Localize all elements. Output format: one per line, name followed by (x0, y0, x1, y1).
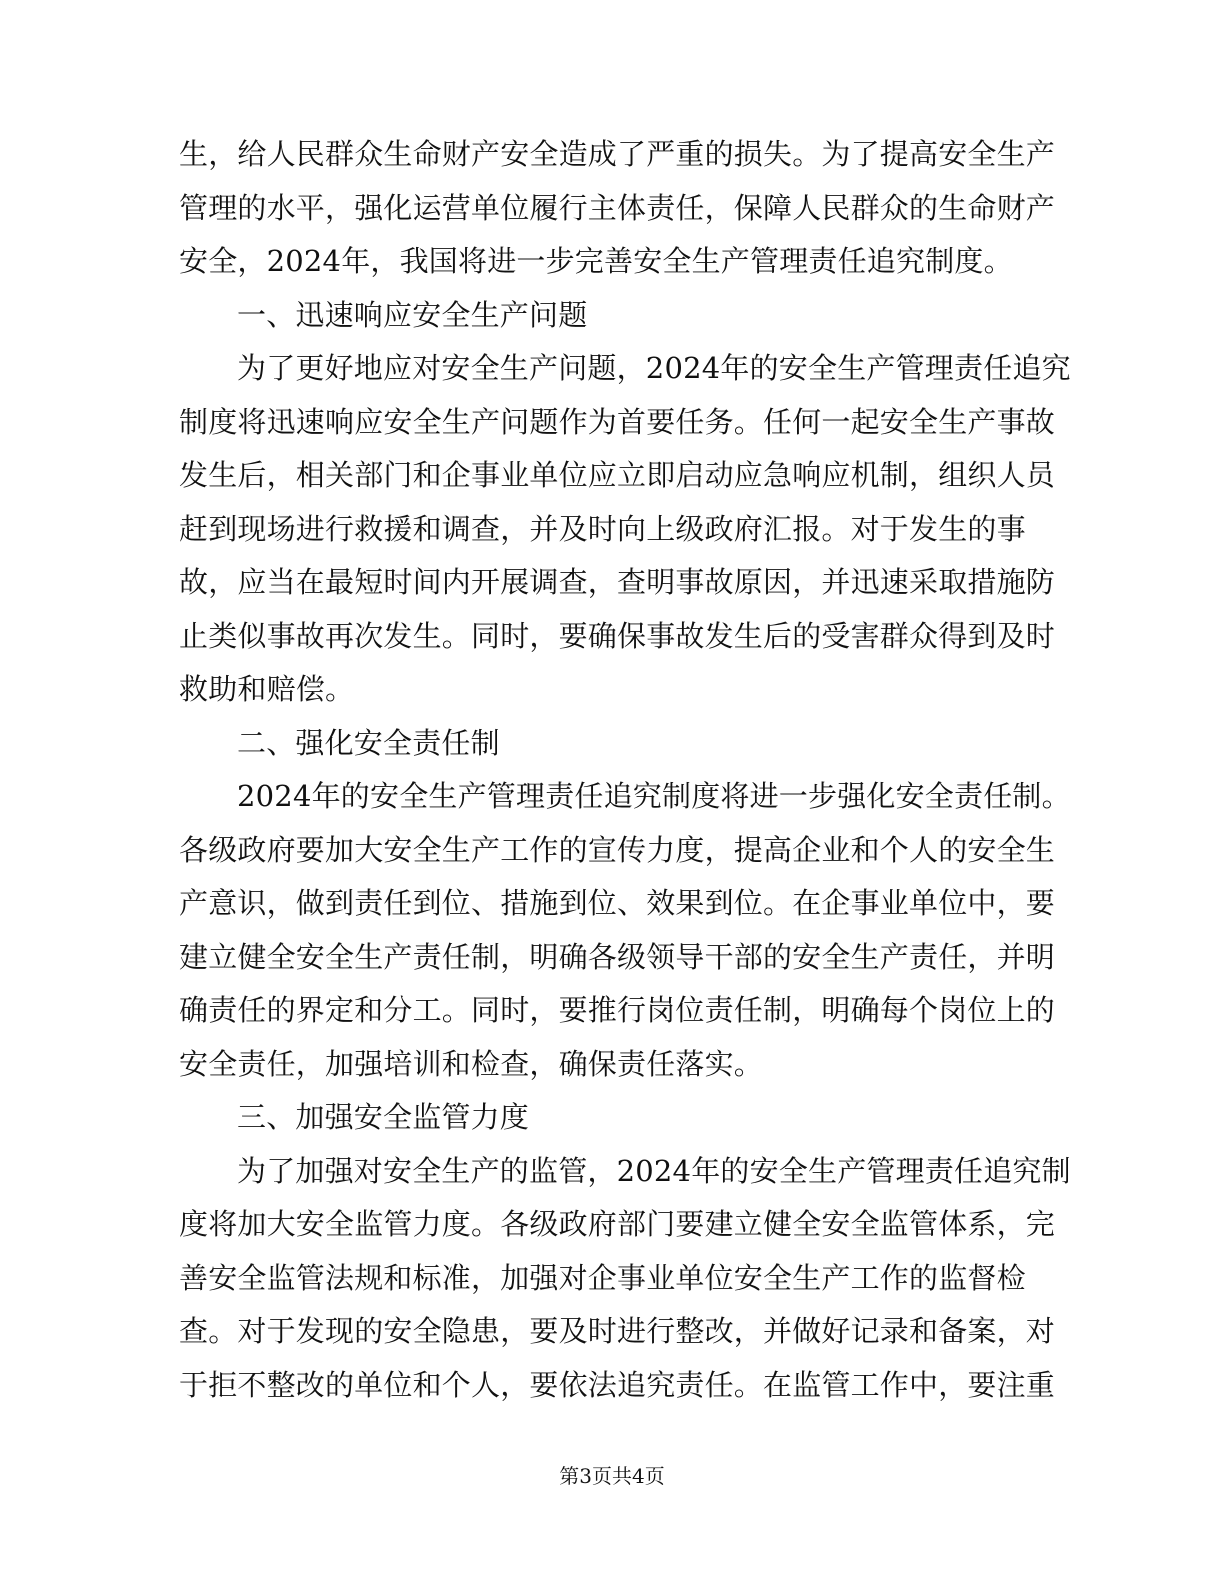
text-line: 救助和赔偿。 (179, 672, 355, 706)
paragraph-first-line: 为了更好地应对安全生产问题，2024年的安全生产管理责任追究 (237, 351, 1071, 385)
page-number-footer: 第3页共4页 (559, 1464, 665, 1488)
text-line: 发生后，相关部门和企事业单位应立即启动应急响应机制，组织人员 (179, 458, 1056, 492)
text-line: 建立健全安全生产责任制，明确各级领导干部的安全生产责任，并明 (179, 939, 1056, 974)
text-line: 产意识，做到责任到位、措施到位、效果到位。在企事业单位中，要 (179, 886, 1056, 920)
text-line: 查。对于发现的安全隐患，要及时进行整改，并做好记录和备案，对 (179, 1314, 1056, 1348)
text-line: 制度将迅速响应安全生产问题作为首要任务。任何一起安全生产事故 (179, 404, 1056, 439)
text-line: 止类似事故再次发生。同时，要确保事故发生后的受害群众得到及时 (179, 618, 1056, 653)
text-line: 确责任的界定和分工。同时，要推行岗位责任制，明确每个岗位上的 (179, 993, 1056, 1027)
document-body (179, 128, 1071, 1412)
section-heading-2: 二、强化安全责任制 (237, 725, 500, 760)
text-line: 管理的水平，强化运营单位履行主体责任，保障人民群众的生命财产 (179, 190, 1056, 225)
section-heading-3: 三、加强安全监管力度 (237, 1100, 530, 1134)
paragraph-first-line: 为了加强对安全生产的监管，2024年的安全生产管理责任追究制 (237, 1153, 1071, 1188)
text-line: 各级政府要加大安全生产工作的宣传力度，提高企业和个人的安全生 (179, 832, 1056, 867)
text-line: 善安全监管法规和标准，加强对企事业单位安全生产工作的监督检 (179, 1260, 1026, 1295)
text-line: 度将加大安全监管力度。各级政府部门要建立健全安全监管体系，完 (179, 1207, 1056, 1241)
text-line: 安全，2024年，我国将进一步完善安全生产管理责任追究制度。 (179, 244, 1013, 278)
text-line: 生，给人民群众生命财产安全造成了严重的损失。为了提高安全生产 (179, 137, 1056, 171)
text-line: 安全责任，加强培训和检查，确保责任落实。 (179, 1046, 764, 1081)
text-line: 赶到现场进行救援和调查，并及时向上级政府汇报。对于发生的事 (179, 511, 1026, 546)
text-line: 于拒不整改的单位和个人，要依法追究责任。在监管工作中，要注重 (179, 1367, 1056, 1402)
section-heading-1: 一、迅速响应安全生产问题 (237, 297, 588, 332)
text-line: 故，应当在最短时间内开展调查，查明事故原因，并迅速采取措施防 (179, 565, 1056, 599)
paragraph-first-line: 2024年的安全生产管理责任追究制度将进一步强化安全责任制。 (237, 779, 1071, 813)
